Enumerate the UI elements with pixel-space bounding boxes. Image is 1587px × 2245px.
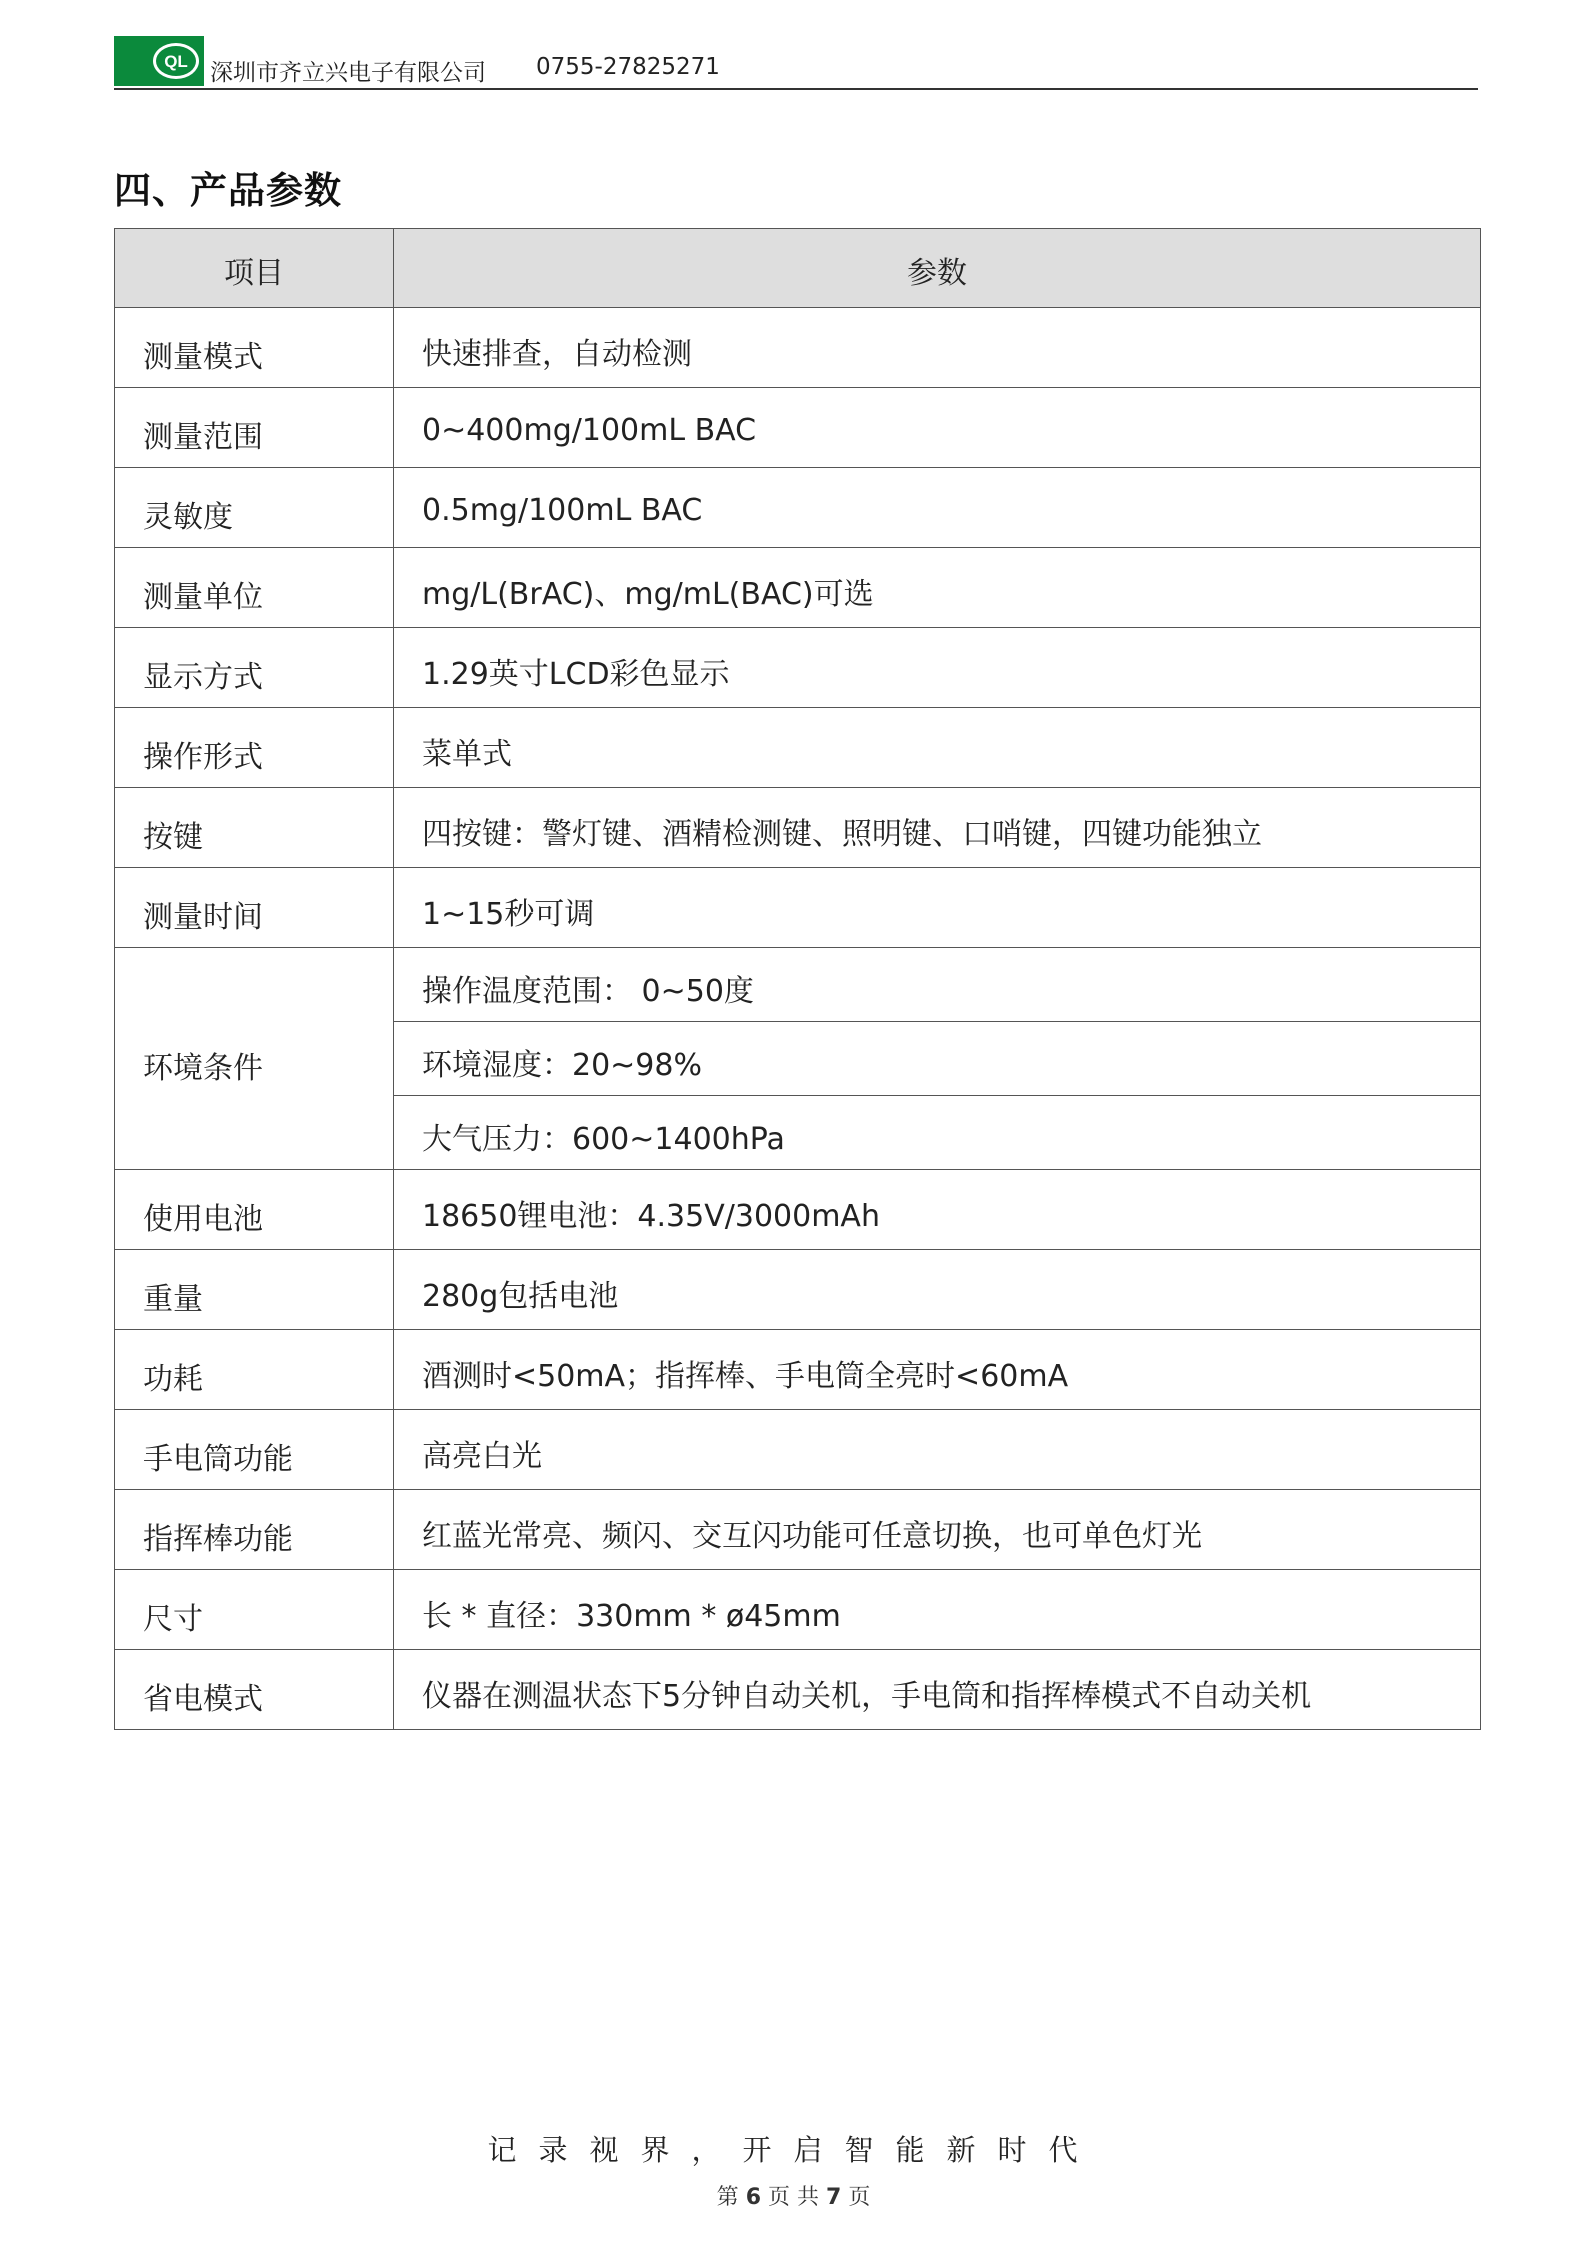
row-label: 功耗 — [115, 1330, 394, 1410]
row-label: 手电筒功能 — [115, 1410, 394, 1490]
row-value: 四按键：警灯键、酒精检测键、照明键、口哨键，四键功能独立 — [394, 788, 1481, 868]
row-value: 长 * 直径：330mm * ø45mm — [394, 1570, 1481, 1650]
table-header-row — [115, 229, 1481, 308]
column-header-item: 项目 — [115, 229, 394, 308]
row-label: 显示方式 — [115, 628, 394, 708]
table-row — [115, 1250, 1481, 1330]
row-value: 1~15秒可调 — [394, 868, 1481, 948]
row-value: 仪器在测温状态下5分钟自动关机，手电筒和指挥棒模式不自动关机 — [394, 1650, 1481, 1730]
table-row — [115, 628, 1481, 708]
header-divider — [114, 88, 1478, 90]
table-row — [115, 468, 1481, 548]
table-row — [115, 1490, 1481, 1570]
row-value: 18650锂电池：4.35V/3000mAh — [394, 1170, 1481, 1250]
table-row — [115, 1650, 1481, 1730]
row-label: 省电模式 — [115, 1650, 394, 1730]
page-total: 7 — [826, 2185, 842, 2210]
table-row — [115, 1570, 1481, 1650]
table-row — [115, 1410, 1481, 1490]
table-row — [115, 948, 1481, 1022]
table-row — [115, 788, 1481, 868]
row-value: 0.5mg/100mL BAC — [394, 468, 1481, 548]
company-name: 深圳市齐立兴电子有限公司 — [210, 60, 486, 86]
row-value: 1.29英寸LCD彩色显示 — [394, 628, 1481, 708]
company-logo — [114, 36, 204, 86]
row-value: 环境湿度：20~98% — [394, 1022, 1481, 1096]
footer-slogan: 记录视界，开启智能新时代 — [487, 2133, 1100, 2167]
table-row — [115, 1170, 1481, 1250]
row-value: 大气压力：600~1400hPa — [394, 1096, 1481, 1170]
row-label: 尺寸 — [115, 1570, 394, 1650]
table-row — [115, 388, 1481, 468]
row-label: 按键 — [115, 788, 394, 868]
row-label: 测量单位 — [115, 548, 394, 628]
row-value: 红蓝光常亮、频闪、交互闪功能可任意切换，也可单色灯光 — [394, 1490, 1481, 1570]
row-label: 测量模式 — [115, 308, 394, 388]
row-value: 操作温度范围： 0~50度 — [394, 948, 1481, 1022]
page-label-pre: 第 — [716, 2185, 739, 2210]
section-title: 四、产品参数 — [114, 169, 342, 212]
company-phone: 0755-27825271 — [536, 54, 720, 80]
table-row — [115, 1330, 1481, 1410]
row-value: 0~400mg/100mL BAC — [394, 388, 1481, 468]
row-label: 操作形式 — [115, 708, 394, 788]
row-value: mg/L(BrAC)、mg/mL(BAC)可选 — [394, 548, 1481, 628]
page-label-post: 页 — [848, 2185, 871, 2210]
row-label: 指挥棒功能 — [115, 1490, 394, 1570]
table-row — [115, 548, 1481, 628]
page-header — [114, 28, 1478, 92]
page-current: 6 — [745, 2185, 761, 2210]
row-value: 菜单式 — [394, 708, 1481, 788]
table-row — [115, 868, 1481, 948]
row-label: 使用电池 — [115, 1170, 394, 1250]
page-number — [0, 2180, 1587, 2211]
row-value: 高亮白光 — [394, 1410, 1481, 1490]
column-header-parameter: 参数 — [394, 229, 1481, 308]
table-row — [115, 708, 1481, 788]
row-label: 环境条件 — [115, 948, 394, 1170]
row-label: 灵敏度 — [115, 468, 394, 548]
row-value: 快速排查，自动检测 — [394, 308, 1481, 388]
table-row — [115, 308, 1481, 388]
row-label: 重量 — [115, 1250, 394, 1330]
row-value: 酒测时<50mA；指挥棒、手电筒全亮时<60mA — [394, 1330, 1481, 1410]
logo-text: QL — [164, 52, 188, 71]
row-label: 测量时间 — [115, 868, 394, 948]
row-value: 280g包括电池 — [394, 1250, 1481, 1330]
product-parameters-table — [114, 228, 1481, 1730]
row-label: 测量范围 — [115, 388, 394, 468]
page-label-mid: 页 共 — [768, 2185, 819, 2210]
